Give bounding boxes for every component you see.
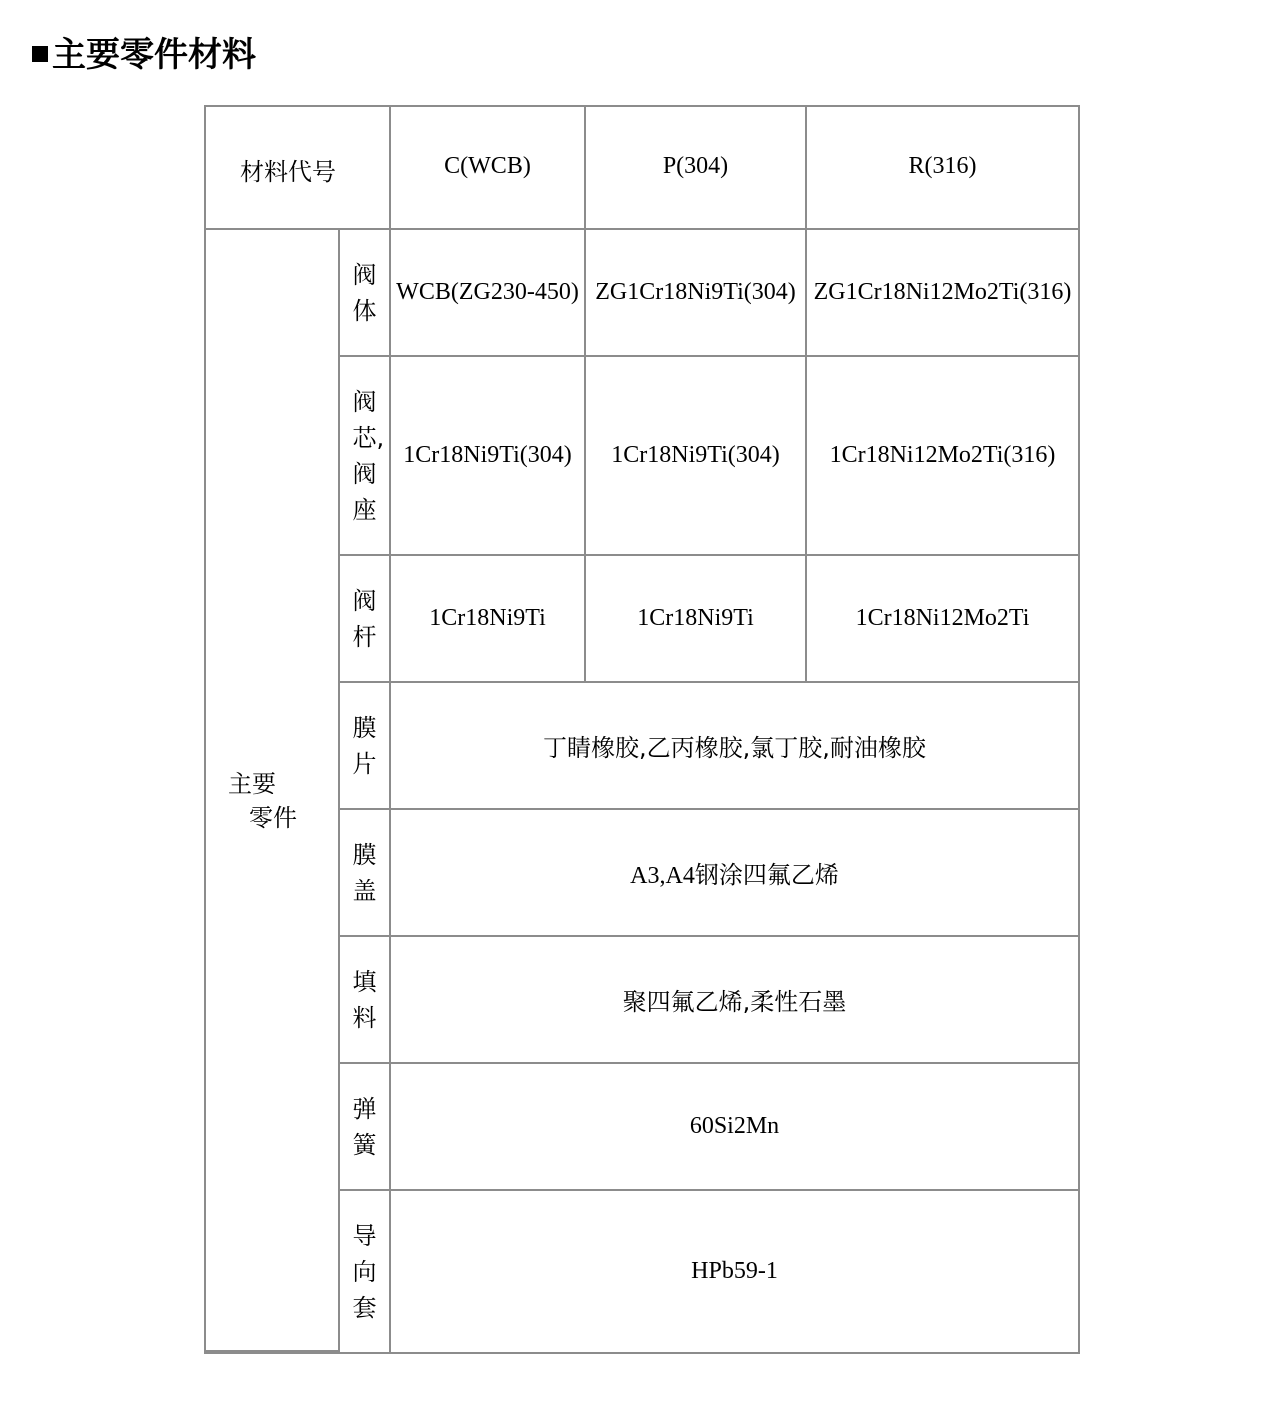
column-header: R(316)	[807, 107, 1078, 230]
table-cell: 1Cr18Ni12Mo2Ti(316)	[807, 357, 1078, 556]
column-header: P(304)	[586, 107, 807, 230]
table-cell: WCB(ZG230-450)	[391, 230, 586, 357]
section-heading-text: 主要零件材料	[52, 35, 256, 75]
table-cell: ZG1Cr18Ni12Mo2Ti(316)	[807, 230, 1078, 357]
table-cell-merged: A3,A4钢涂四氟乙烯	[391, 810, 1078, 937]
table-cell-merged: HPb59-1	[691, 1258, 778, 1284]
material-code-label: 材料代号	[206, 107, 391, 230]
table-cell: ZG1Cr18Ni9Ti(304)	[586, 230, 807, 357]
table-cell: 1Cr18Ni9Ti	[391, 556, 586, 683]
part-name-cell	[340, 357, 391, 556]
group-label-line: 主要	[228, 770, 276, 798]
part-name-cell	[340, 1191, 391, 1352]
group-label-line: 零件	[249, 804, 297, 832]
table-header-row	[206, 107, 1078, 230]
main-parts-group-label	[206, 230, 340, 1352]
table-cell: 1Cr18Ni9Ti	[586, 556, 807, 683]
part-name: 填料	[352, 967, 377, 1032]
part-name: 阀杆	[352, 586, 377, 651]
part-name: 阀体	[352, 260, 377, 325]
part-name: 膜盖	[352, 840, 377, 905]
table-cell: 1Cr18Ni12Mo2Ti	[807, 556, 1078, 683]
table-cell-merged: 丁睛橡胶,乙丙橡胶,氯丁胶,耐油橡胶	[391, 683, 1078, 810]
table-cell: 1Cr18Ni9Ti(304)	[391, 357, 586, 556]
part-name: 弹簧	[352, 1094, 377, 1159]
part-name-cell	[340, 937, 391, 1064]
table-cell-merged: 聚四氟乙烯,柔性石墨	[391, 937, 1078, 1064]
part-name-cell	[340, 810, 391, 937]
part-name-cell	[340, 683, 391, 810]
table-row	[206, 230, 1078, 357]
part-name: 导向套	[352, 1221, 377, 1322]
part-name-cell	[340, 556, 391, 683]
square-bullet-icon	[32, 46, 48, 62]
table-cell: 1Cr18Ni9Ti(304)	[586, 357, 807, 556]
part-name: 阀芯,阀座	[352, 387, 385, 524]
part-name-cell	[340, 1064, 391, 1191]
part-name: 膜片	[352, 713, 377, 778]
materials-table	[204, 105, 1080, 1354]
table-cell-merged: 60Si2Mn	[391, 1064, 1078, 1191]
part-name-cell	[340, 230, 391, 357]
column-header: C(WCB)	[391, 107, 586, 230]
section-heading	[32, 30, 256, 80]
